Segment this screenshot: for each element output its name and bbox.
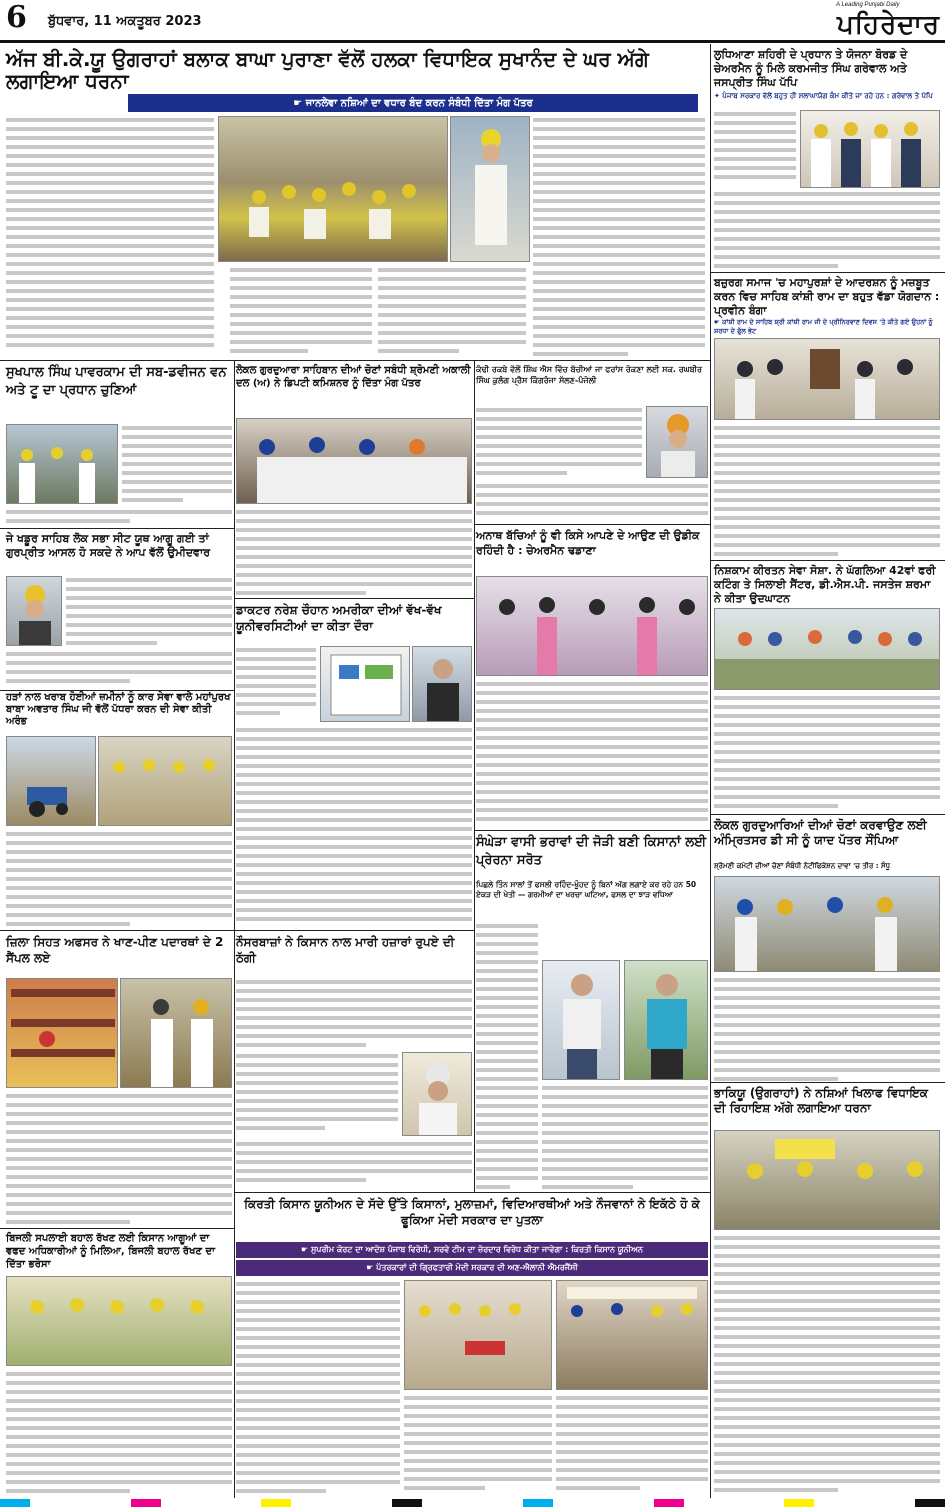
- divider: [474, 830, 710, 831]
- col1-body-5: [6, 1370, 232, 1496]
- divider: [710, 272, 945, 273]
- bottom-body-b: [404, 1394, 552, 1496]
- divider: [710, 44, 711, 1498]
- right-photo-4: [714, 876, 940, 972]
- col1-headline-3: ਹੜਾਂ ਨਾਲ ਖਰਾਬ ਹੋਈਆਂ ਜ਼ਮੀਨਾਂ ਨੂੰ ਕਾਰ ਸੇਵਾ ਵਾਲੇ ਮਹਾਂਪੁਰਖ ਬਾਬਾ ਅਵਤਾਰ ਸਿੰਘ ਜੀ ਵੱਲੋਂ ਪੱਧਰਾ ਕਰਨ ਦੀ ਸੇਵਾ ਕੀਤੀ ਅਰੰਭ: [6, 692, 231, 727]
- effigy-protest-illustration: [405, 1281, 552, 1390]
- col1-body-2b: [6, 650, 232, 690]
- right-body-3: [714, 694, 940, 814]
- shop-illustration: [7, 979, 118, 1088]
- right-headline-2: ਬਜ਼ੁਰਗ ਸਮਾਜ 'ਚ ਮਹਾਪੁਰਸ਼ਾਂ ਦੇ ਆਦਰਸ਼ਨ ਨੂੰ ਮਜ਼ਬੂਤ ਕਰਨ ਵਿਚ ਸਾਹਿਬ ਕਾਂਸ਼ੀ ਰਾਮ ਦਾ ਬਹੁਤ ਵੱਡਾ ਯੋਗਦਾਨ : ਪ੍ਰਵੀਨ ਬੰਗਾ: [714, 276, 940, 317]
- col1-photo-3b: [98, 736, 232, 826]
- top-right-photo: [800, 110, 940, 188]
- col2-body-2a: [236, 646, 316, 722]
- col3-photo-1: [646, 406, 708, 478]
- bottom-body-c: [556, 1394, 708, 1496]
- col3-body-3a: [476, 922, 538, 1190]
- col1-body-1b: [6, 508, 232, 528]
- divider: [234, 598, 474, 599]
- memorandum-illustration: [715, 877, 940, 972]
- col3-body-3b: [542, 1084, 708, 1190]
- tractor-illustration: [7, 737, 96, 826]
- col1-photo-1: [6, 424, 118, 504]
- officials-illustration: [121, 979, 232, 1088]
- date-line: ਬੁੱਧਵਾਰ, 11 ਅਕਤੂਬਰ 2023: [48, 14, 202, 29]
- divider: [474, 524, 710, 525]
- col3-photo-2: [476, 576, 708, 676]
- col1-body-3: [6, 830, 232, 930]
- col2-photo-2a: [320, 646, 410, 722]
- col1-photo-5: [6, 1276, 232, 1366]
- col2-headline-1: ਲੋਕਲ ਗੁਰਦੁਆਰਾ ਸਾਹਿਬਾਨ ਦੀਆਂ ਚੋਣਾਂ ਸਬੰਧੀ ਸ਼੍ਰੋਮਣੀ ਅਕਾਲੀ ਦਲ (ਅ) ਨੇ ਡਿਪਟੀ ਕਮਿਸ਼ਨਰ ਨੂੰ ਦਿੱਤਾ ਮੰਗ ਪੱਤਰ: [236, 365, 471, 389]
- col1-body-1: [122, 424, 232, 504]
- lead-photo-speaker: [450, 116, 530, 262]
- col1-headline-2: ਜੇ ਖਡੂਰ ਸਾਹਿਬ ਲੋਕ ਸਭਾ ਸੀਟ ਯੂਥ ਆਗੂ ਗਈ ਤਾਂ ਗੁਰਪ੍ਰੀਤ ਆਸਲ ਹੋ ਸਕਦੇ ਨੇ ਆਪ ਵੱਲੋਂ ਉਮੀਦਵਾਰ: [6, 532, 211, 559]
- col1-photo-4b: [120, 978, 232, 1088]
- masthead-tagline: A Leading Punjabi Daily: [836, 2, 900, 8]
- bottom-photo-b: [556, 1280, 708, 1390]
- col1-photo-4a: [6, 978, 118, 1088]
- divider: [710, 814, 945, 815]
- divider: [710, 560, 945, 561]
- col2-photo-1: [236, 418, 472, 504]
- col2-body-1: [236, 508, 472, 598]
- politician-portrait: [647, 407, 708, 478]
- tribute-illustration: [715, 339, 940, 420]
- top-right-headline: ਲੁਧਿਆਣਾ ਸ਼ਹਿਰੀ ਦੇ ਪ੍ਰਧਾਨ ਤੇ ਯੋਜਨਾ ਬੋਰਡ ਦੇ ਚੇਅਰਮੈਨ ਨੂੰ ਮਿਲੇ ਕਰਮਜੀਤ ਸਿੰਘ ਗਰੇਵਾਲ ਅਤੇ ਜਸਪ੍ਰੀਤ ਸਿੰਘ ਪੱਪਿ: [714, 48, 908, 89]
- col3-headline-1: ਕੰਢੀ ਰਕਬੇ ਵੱਲੋਂ ਸ਼ਿੰਘ ਐਸ ਵਿੱਚ ਬੱਚੀਆਂ ਜਾ ਫਰਾਂਸ ਰੋਕਣਾ ਲਈ ਸਕ. ਰਘਬੀਰ ਸਿੰਘ ਕੁਲੰਗ ਪ੍ਰੈਸ ਕਿੰਗਰੰਜਾ ਸੱਲਣ-ਪੰਜੋਲੀ: [476, 365, 702, 385]
- bottom-body-a: [236, 1280, 400, 1496]
- delegation-illustration: [7, 1277, 232, 1366]
- crowd-illustration: [219, 117, 448, 262]
- lead-body-col2: [230, 266, 372, 358]
- page-number: 6: [6, 0, 27, 35]
- lead-headline: ਅੱਜ ਬੀ.ਕੇ.ਯੂ ਉਗਰਾਹਾਂ ਬਲਾਕ ਬਾਘਾ ਪੁਰਾਣਾ ਵੱਲੋਂ ਹਲਕਾ ਵਿਧਾਇਕ ਸੁਖਾਨੰਦ ਦੇ ਘਰ ਅੱਗੇ ਲਗਾਇਆ ਧਰਨਾ: [6, 47, 649, 93]
- col3-body-1a: [476, 406, 642, 478]
- divider: [0, 360, 710, 361]
- divider: [0, 930, 234, 931]
- col2-photo-3: [402, 1052, 472, 1136]
- col3-photo-3b: [624, 960, 708, 1080]
- akali-illustration: [237, 419, 472, 504]
- right-body-5: [714, 1234, 940, 1496]
- top-right-body: [714, 110, 796, 188]
- col1-headline-5: ਬਿਜਲੀ ਸਪਲਾਈ ਬਹਾਲ ਰੱਖਣ ਲਈ ਕਿਸਾਨ ਆਗੂਆਂ ਦਾ ਵਫਦ ਅਧਿਕਾਰੀਆਂ ਨੂੰ ਮਿਲਿਆ, ਬਿਜਲੀ ਬਹਾਲ ਰੱਖਣ ਦਾ ਦਿੱਤਾ ਭਰੋਸਾ: [6, 1233, 215, 1270]
- col1-headline-1: ਸੁਖਪਾਲ ਸਿੰਘ ਪਾਵਰਕਾਮ ਦੀ ਸਬ-ਡਵੀਜਨ ਵਨ ਅਤੇ ਟੂ ਦਾ ਪ੍ਰਧਾਨ ਚੁਣਿਆਂ: [6, 365, 227, 398]
- sangat-illustration: [99, 737, 232, 826]
- divider: [0, 1228, 234, 1229]
- poster-illustration: [321, 647, 410, 722]
- bottom-photo-a: [404, 1280, 552, 1390]
- col3-body-1b: [476, 482, 708, 524]
- lead-subhead: ☛ ਜਾਨਲੇਵਾ ਨਸ਼ਿਆਂ ਦਾ ਵਧਾਰ ਬੰਦ ਕਰਨ ਸੰਬੰਧੀ ਦਿੱਤਾ ਮੰਗ ਪੱਤਰ: [128, 94, 698, 112]
- bottom-bullet-2: ☛ ਪੱਤਰਕਾਰਾਂ ਦੀ ਗ੍ਰਿਫਤਾਰੀ ਮੋਦੀ ਸਰਕਾਰ ਦੀ ਅਣ-ਐਲਾਨੀ ਐਮਰਜੈਂਸੀ: [236, 1260, 708, 1276]
- ceremony-illustration: [715, 609, 940, 690]
- masthead-rule: [0, 40, 945, 43]
- divider: [234, 930, 474, 931]
- protest-illustration: [715, 1131, 940, 1230]
- doctor-illustration: [413, 647, 472, 722]
- masthead-title: ਪਹਿਰੇਦਾਰ: [837, 10, 940, 40]
- bottom-bullet-1: ☛ ਸੁਪਰੀਮ ਕੋਰਟ ਦਾ ਆਦੇਸ਼ ਪੰਜਾਬ ਵਿਰੋਧੀ, ਸਰਵੇ ਟੀਮ ਦਾ ਜ਼ੋਰਦਾਰ ਵਿਰੋਧ ਕੀਤਾ ਜਾਵੇਗਾ : ਕਿਰਤੀ ਕਿਸਾਨ ਯੂਨੀਅਨ: [236, 1242, 708, 1258]
- col2-body-3b: [236, 1052, 398, 1136]
- divider: [710, 1082, 945, 1083]
- meeting-illustration: [7, 425, 118, 504]
- top-right-body-2: [714, 190, 940, 270]
- col3-headline-2: ਅਨਾਥ ਬੱਚਿਆਂ ਨੂੰ ਵੀ ਕਿਸੇ ਆਪਣੇ ਦੇ ਆਉਣ ਦੀ ਉਡੀਕ ਰਹਿੰਦੀ ਹੈ : ਚੇਅਰਮੈਨ ਢਡਾਣਾ: [476, 529, 700, 557]
- top-right-subhead: ✦ ਪੰਜਾਬ ਸਰਕਾਰ ਵੱਲੋਂ ਬਹੁਤ ਹੀ ਸ਼ਲਾਘਾਯੋਗ ਕੰਮ ਕੀਤੇ ਜਾ ਰਹੇ ਹਨ : ਗਰੇਵਾਲ ਤੇ ਪੱਪਿ: [714, 92, 933, 100]
- farmer-portrait: [403, 1053, 472, 1136]
- col3-photo-3a: [542, 960, 620, 1080]
- divider: [234, 360, 235, 1498]
- orphanage-illustration: [477, 577, 708, 676]
- col1-headline-4: ਜ਼ਿਲਾ ਸਿਹਤ ਅਫਸਰ ਨੇ ਖਾਣ-ਪੀਣ ਪਦਾਰਥਾਂ ਦੇ 2 ਸੈਂਪਲ ਲਏ: [6, 935, 224, 965]
- right-subhead-4: ਸ਼੍ਰੋਮਣੀ ਕਮੇਟੀ ਦੀਆਂ ਚੋਣਾਂ ਸੰਬੰਧੀ ਨੋਟੀਫਿਕੇਸ਼ਨ ਦਾਵਾ 'ਚ ਤੀਰ : ਸੰਧੂ: [714, 862, 891, 870]
- portrait-illustration: [7, 577, 62, 646]
- col1-body-4: [6, 1092, 232, 1228]
- right-headline-5: ਭਾਕਿਯੂ (ਉਗਰਾਹਾਂ) ਨੇ ਨਸ਼ਿਆਂ ਖਿਲਾਫ ਵਿਧਾਇਕ ਦੀ ਰਿਹਾਇਸ਼ ਅੱਗੇ ਲਗਾਇਆ ਧਰਨਾ: [714, 1086, 928, 1115]
- group-illustration: [801, 111, 940, 188]
- right-body-4: [714, 976, 940, 1082]
- lead-photo-crowd: [218, 116, 448, 262]
- speaker-illustration: [451, 117, 530, 262]
- col3-body-2: [476, 680, 708, 830]
- col2-body-3c: [236, 1140, 472, 1190]
- col1-photo-2: [6, 576, 62, 646]
- lead-body-col3: [378, 266, 526, 358]
- brother-one-illustration: [543, 961, 620, 1080]
- col3-headline-3: ਸੰਘੇੜਾ ਵਾਸੀ ਭਰਾਵਾਂ ਦੀ ਜੋੜੀ ਬਣੀ ਕਿਸਾਨਾਂ ਲਈ ਪ੍ਰੇਰਨਾ ਸਰੋਤ: [476, 835, 707, 868]
- right-headline-3: ਨਿਸ਼ਕਾਮ ਕੀਰਤਨ ਸੇਵਾ ਸੋਸ਼ਾ. ਨੇ ਘੱਗਲਿਆ 42ਵਾਂ ਫਰੀ ਕਟਿੰਗ ਤੇ ਸਿਲਾਈ ਸੈਂਟਰ, ਡੀ.ਐਸ.ਪੀ. ਜਸਤੇਜ ਸ਼ਰਮਾ ਨੇ ਕੀਤਾ ਉਦਘਾਟਨ: [714, 564, 936, 605]
- bottom-headline: ਕਿਰਤੀ ਕਿਸਾਨ ਯੂਨੀਅਨ ਦੇ ਸੱਦੇ ਉੱਤੇ ਕਿਸਾਨਾਂ, ਮੁਲਾਜ਼ਮਾਂ, ਵਿਦਿਆਰਥੀਆਂ ਅਤੇ ਨੌਜਵਾਨਾਂ ਨੇ ਇਕੱਠੇ ਹੋ ਕੇ ਫੂਕਿਆ ਮੋਦੀ ਸਰਕਾਰ ਦਾ ਪੁਤਲਾ: [244, 1197, 700, 1227]
- col2-photo-2b: [412, 646, 472, 722]
- divider: [474, 360, 475, 1192]
- col1-body-2: [66, 576, 232, 646]
- right-photo-3: [714, 608, 940, 690]
- march-illustration: [557, 1281, 708, 1390]
- brother-two-illustration: [625, 961, 708, 1080]
- right-photo-2: [714, 338, 940, 420]
- col2-body-3a: [236, 978, 472, 1052]
- right-photo-5: [714, 1130, 940, 1230]
- lead-body-col4: [533, 116, 705, 358]
- masthead: [0, 0, 945, 44]
- divider: [0, 528, 234, 529]
- divider: [234, 1192, 710, 1193]
- col2-body-2b: [236, 726, 472, 930]
- col1-photo-3a: [6, 736, 96, 826]
- col3-subhead-3: ਪਿਛਲੇ ਤਿੰਨ ਸਾਲਾਂ ਤੋਂ ਫਸਲੀ ਰਹਿੰਦ-ਖੂੰਹਦ ਨੂੰ ਬਿਨਾਂ ਅੱਗ ਲਗਾਏ ਕਰ ਰਹੇ ਹਨ 50 ਏਕੜ ਦੀ ਖੇਤੀ — ਗਰਮੀਆਂ ਦਾ ਖਰਚਾ ਘਟਿਆ, ਫਸਲ ਦਾ ਝਾੜ ਵਧਿਆ: [476, 880, 697, 899]
- col2-headline-2: ਡਾਕਟਰ ਨਰੇਸ਼ ਚੌਹਾਨ ਅਮਰੀਕਾ ਦੀਆਂ ਵੱਖ-ਵੱਖ ਯੂਨੀਵਰਸਿਟੀਆਂ ਦਾ ਕੀਤਾ ਦੌਰਾ: [236, 603, 442, 633]
- right-headline-4: ਲੋਕਲ ਗੁਰਦੁਆਰਿਆਂ ਦੀਆਂ ਚੋਣਾਂ ਕਰਵਾਉਣ ਲਈ ਅੰਮ੍ਰਿਤਸਰ ਡੀ ਸੀ ਨੂੰ ਯਾਦ ਪੱਤਰ ਸੌਂਪਿਆ: [714, 818, 927, 847]
- lead-body-col1: [6, 116, 214, 356]
- right-subhead-2: ☛ ਕਾਂਸ਼ੀ ਰਾਮ ਦੇ ਸਾਹਿਬ ਸ਼੍ਰੀ ਕਾਂਸ਼ੀ ਰਾਮ ਜੀ ਦੇ ਪ੍ਰੀਨਿਰਵਾਣ ਦਿਵਸ 'ਤੇ ਕੀਤੇ ਗਏ ਉਹਨਾਂ ਨੂੰ ਸ਼ਰਧਾ ਦੇ ਫੁੱਲ ਭੇਟ: [714, 318, 933, 335]
- col2-headline-3: ਨੌਸਰਬਾਜ਼ਾਂ ਨੇ ਕਿਸਾਨ ਨਾਲ ਮਾਰੀ ਹਜ਼ਾਰਾਂ ਰੁਪਏ ਦੀ ਠੱਗੀ: [236, 935, 455, 965]
- right-body-2: [714, 424, 940, 560]
- divider: [0, 690, 234, 691]
- color-registration-strip: [0, 1499, 945, 1507]
